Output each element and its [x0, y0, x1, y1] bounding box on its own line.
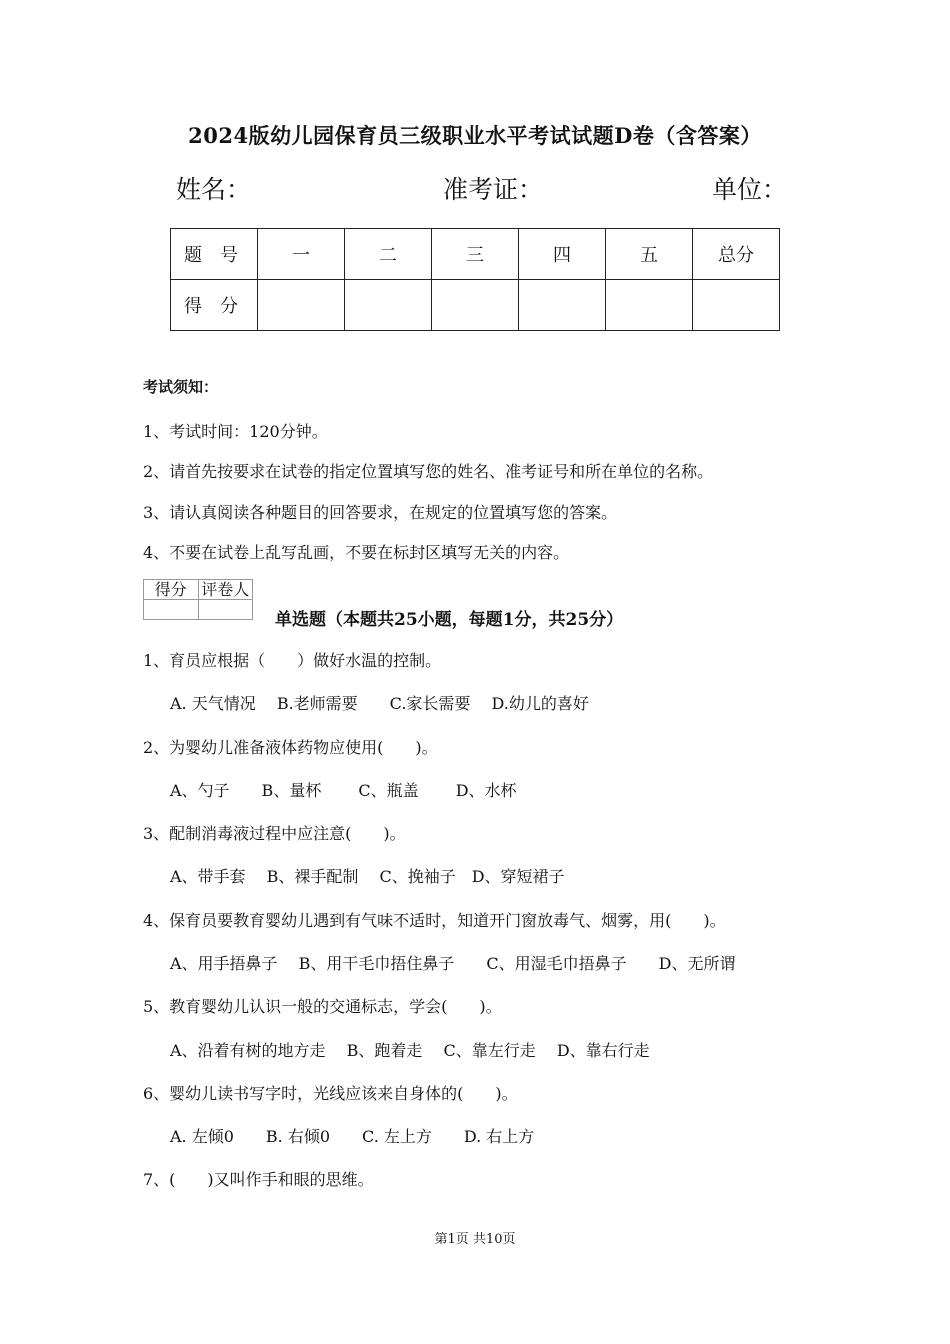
question-options: A、带手套 B、裸手配制 C、挽袖子 D、穿短裙子: [170, 867, 565, 886]
grader-score-cell[interactable]: [144, 600, 199, 620]
page-title: 2024版幼儿园保育员三级职业水平考试试题D卷（含答案）: [188, 123, 762, 148]
question-text: 2、为婴幼儿准备液体药物应使用( )。: [143, 738, 438, 757]
notice-item: 1、考试时间：120分钟。: [143, 422, 328, 441]
notice-title: 考试须知：: [143, 378, 219, 396]
exam-number-label: 准考证：: [443, 175, 544, 204]
score-col-1: 一: [258, 229, 345, 280]
question-options: A、勺子 B、量杯 C、瓶盖 D、水杯: [170, 781, 517, 800]
grader-name-cell[interactable]: [198, 600, 253, 620]
score-label: 得分: [171, 280, 258, 331]
score-table: [170, 228, 780, 331]
score-col-4: 四: [519, 229, 606, 280]
grader-name-label: 评卷人: [198, 580, 253, 600]
page-footer: 第1页 共10页: [434, 1232, 516, 1247]
question-text: 1、育员应根据（ ）做好水温的控制。: [143, 651, 442, 670]
question-options: A. 天气情况 B.老师需要 C.家长需要 D.幼儿的喜好: [170, 694, 589, 713]
question-options: A. 左倾0 B. 右倾0 C. 左上方 D. 右上方: [170, 1127, 535, 1146]
notice-item: 2、请首先按要求在试卷的指定位置填写您的姓名、准考证号和所在单位的名称。: [143, 462, 714, 481]
question-text: 7、( )又叫作手和眼的思维。: [143, 1170, 374, 1189]
score-cell-3[interactable]: [432, 280, 519, 331]
question-number-label: 题号: [171, 229, 258, 280]
grader-box: [143, 579, 253, 620]
score-col-total: 总分: [693, 229, 780, 280]
question-text: 6、婴幼儿读书写字时，光线应该来自身体的( )。: [143, 1084, 518, 1103]
question-text: 5、教育婴幼儿认识一般的交通标志，学会( )。: [143, 997, 502, 1016]
score-col-2: 二: [345, 229, 432, 280]
name-label: 姓名：: [176, 175, 252, 204]
score-col-3: 三: [432, 229, 519, 280]
notice-item: 3、请认真阅读各种题目的回答要求，在规定的位置填写您的答案。: [143, 503, 618, 522]
score-cell-1[interactable]: [258, 280, 345, 331]
unit-label: 单位：: [712, 175, 788, 204]
score-cell-5[interactable]: [606, 280, 693, 331]
question-text: 3、配制消毒液过程中应注意( )。: [143, 824, 406, 843]
notice-item: 4、不要在试卷上乱写乱画，不要在标封区填写无关的内容。: [143, 543, 570, 562]
question-options: A、沿着有树的地方走 B、跑着走 C、靠左行走 D、靠右行走: [170, 1041, 650, 1060]
score-cell-2[interactable]: [345, 280, 432, 331]
grader-score-label: 得分: [144, 580, 199, 600]
score-cell-total[interactable]: [693, 280, 780, 331]
section-heading: 单选题（本题共25小题，每题1分，共25分）: [275, 610, 624, 630]
score-col-5: 五: [606, 229, 693, 280]
score-cell-4[interactable]: [519, 280, 606, 331]
score-table-header-row: [171, 229, 780, 280]
score-table-score-row: [171, 280, 780, 331]
question-text: 4、保育员要教育婴幼儿遇到有气味不适时，知道开门窗放毒气、烟雾，用( )。: [143, 911, 726, 930]
question-options: A、用手捂鼻子 B、用干毛巾捂住鼻子 C、用湿毛巾捂鼻子 D、无所谓: [170, 954, 736, 973]
